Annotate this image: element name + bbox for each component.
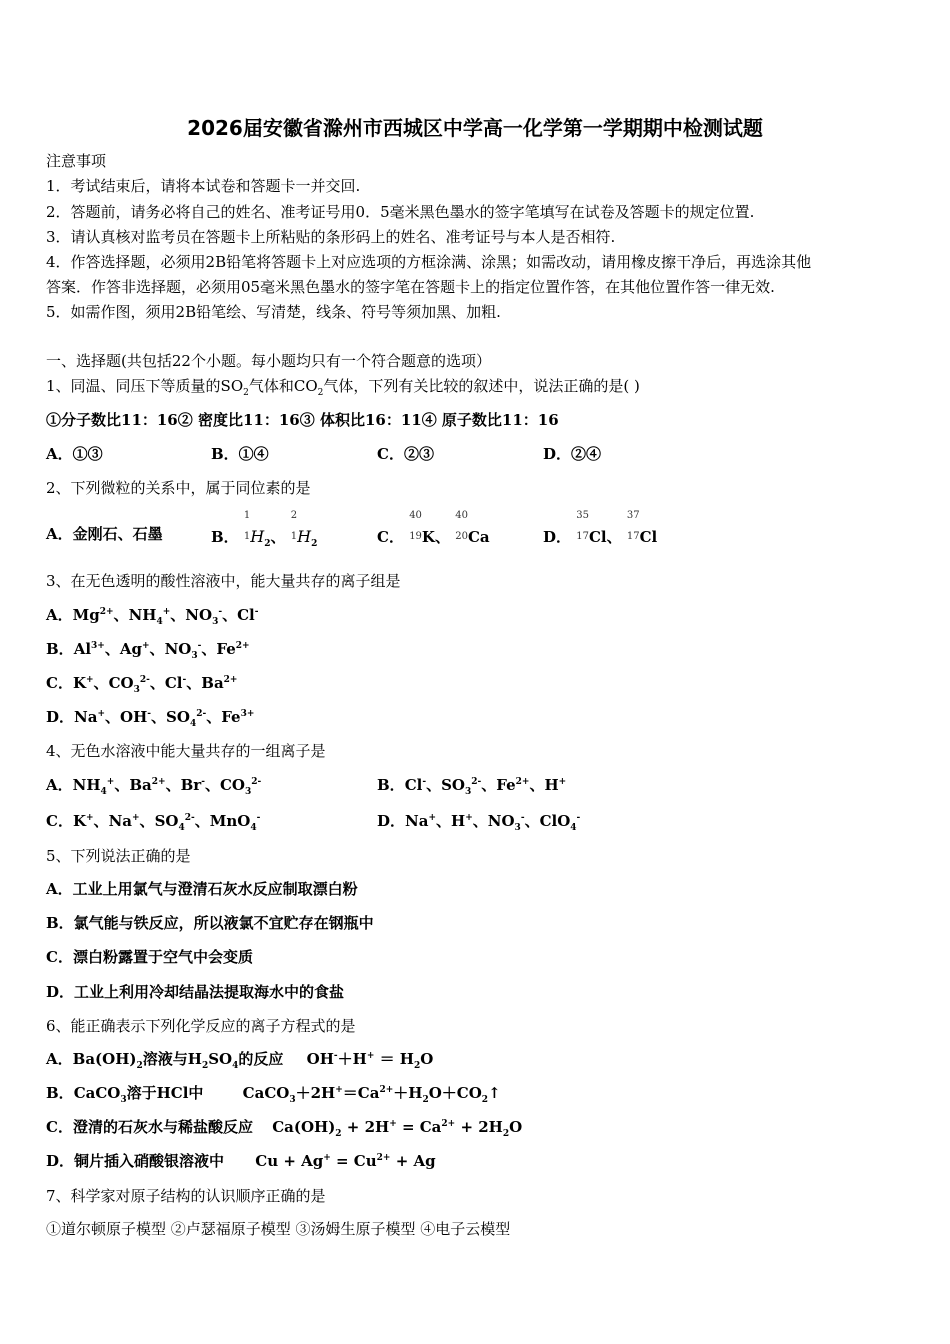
notice-heading: 注意事项: [46, 152, 107, 170]
option-c[interactable]: C．K+、Na+、$SO_4^{2-}$、MnO$_4$-: [46, 812, 261, 833]
question-1-statements: ①分子数比11：16② 密度比11：16③ 体积比16：11④ 原子数比11：16: [46, 411, 559, 429]
option-a[interactable]: A．①③: [46, 445, 103, 463]
question-7-stem: 7、科学家对原子结构的认识顺序正确的是: [46, 1187, 326, 1205]
question-3-stem: 3、在无色透明的酸性溶液中，能大量共存的离子组是: [46, 572, 401, 590]
question-2-stem: 2、下列微粒的关系中，属于同位素的是: [46, 479, 311, 497]
question-5-stem: 5、下列说法正确的是: [46, 847, 191, 865]
option-d[interactable]: D．②④: [543, 445, 602, 463]
section-heading: 一、选择题(共包括22个小题。每小题均只有一个符合题意的选项）: [46, 352, 491, 370]
option-c[interactable]: C．漂白粉露置于空气中会变质: [46, 948, 253, 966]
page-title: 2026届安徽省滁州市西城区中学高一化学第一学期期中检测试题: [187, 116, 763, 140]
notice-item: 2．答题前，请务必将自己的姓名、准考证号用0．5毫米黑色墨水的签字笔填写在试卷及答题卡的规定位置.: [46, 203, 755, 221]
notice-item: 4．作答选择题，必须用2B铅笔将答题卡上对应选项的方框涂满、涂黑；如需改动，请用橡皮擦干净后，再选涂其他: [46, 253, 812, 271]
option-c[interactable]: C．澄清的石灰水与稀盐酸反应 $Ca(OH)_2 + 2H^+ = Ca^{2+} + 2H_2O$: [46, 1118, 523, 1139]
notice-item: 5．如需作图，须用2B铅笔绘、写清楚，线条、符号等须加黑、加粗.: [46, 303, 501, 321]
notice-item: 3．请认真核对监考员在答题卡上所粘贴的条形码上的姓名、准考证号与本人是否相符.: [46, 228, 616, 246]
option-d[interactable]: D．工业上利用冷却结晶法提取海水中的食盐: [46, 983, 345, 1001]
notice-item: 答案．作答非选择题，必须用05毫米黑色墨水的签字笔在答题卡上的指定位置作答，在其他位置作答一律无效.: [46, 278, 775, 296]
option-d[interactable]: D．Na+、H+、$NO_3^-$、ClO$_4$-: [377, 812, 581, 833]
option-c[interactable]: C． 40 19K、 40 20Ca: [377, 510, 490, 546]
option-a[interactable]: A．$Mg^{2+}$、$NH_4^+$、$NO_3^-$、Cl-: [46, 606, 259, 627]
option-b[interactable]: B．CaCO$_3$溶于HCl中 $CaCO_3+2H^+=Ca^{2+}+H_2O+CO_2↑$: [46, 1084, 501, 1105]
option-a[interactable]: A．$Ba(OH)_2$溶液与$H_2SO_4$的反应 $OH^-+H^+ = H_2O$: [46, 1050, 434, 1071]
option-d[interactable]: D． 35 17Cl、 37 17Cl: [543, 510, 658, 546]
option-c[interactable]: C．K+、$CO_3^{2-}$、Cl-、$Ba^{2+}$: [46, 674, 238, 695]
notice-item: 1．考试结束后，请将本试卷和答题卡一并交回.: [46, 177, 361, 195]
option-c[interactable]: C．②③: [377, 445, 434, 463]
question-7-models: ①道尔顿原子模型 ②卢瑟福原子模型 ③汤姆生原子模型 ④电子云模型: [46, 1220, 511, 1238]
option-a[interactable]: A．金刚石、石墨: [46, 525, 163, 543]
option-d[interactable]: D．Na+、OH-、$SO_4^{2-}$、$Fe^{3+}$: [46, 708, 255, 729]
question-6-stem: 6、能正确表示下列化学反应的离子方程式的是: [46, 1017, 356, 1035]
option-d[interactable]: D．铜片插入硝酸银溶液中 $Cu + Ag^+ = Cu^{2+} + Ag$: [46, 1152, 436, 1170]
option-b[interactable]: B．$Al^{3+}$、Ag+、$NO_3^-$、$Fe^{2+}$: [46, 640, 250, 661]
option-b[interactable]: B．Cl-、$SO_3^{2-}$、$Fe^{2+}$、H+: [377, 776, 567, 797]
option-b[interactable]: B．①④: [211, 445, 269, 463]
option-b[interactable]: B． 1 $1H_2$、 2 $1H_2$: [211, 510, 318, 549]
option-a[interactable]: A．$NH_4^+$、$Ba^{2+}$、Br-、$CO_3^{2-}$: [46, 776, 262, 797]
question-1-stem: 1、同温、同压下等质量的$SO_2$气体和$CO_2$气体，下列有关比较的叙述中，说法正确的是( ): [46, 377, 640, 398]
question-4-stem: 4、无色水溶液中能大量共存的一组离子是: [46, 742, 326, 760]
option-a[interactable]: A．工业上用氯气与澄清石灰水反应制取漂白粉: [46, 880, 358, 898]
option-b[interactable]: B．氯气能与铁反应，所以液氯不宜贮存在钢瓶中: [46, 914, 374, 932]
